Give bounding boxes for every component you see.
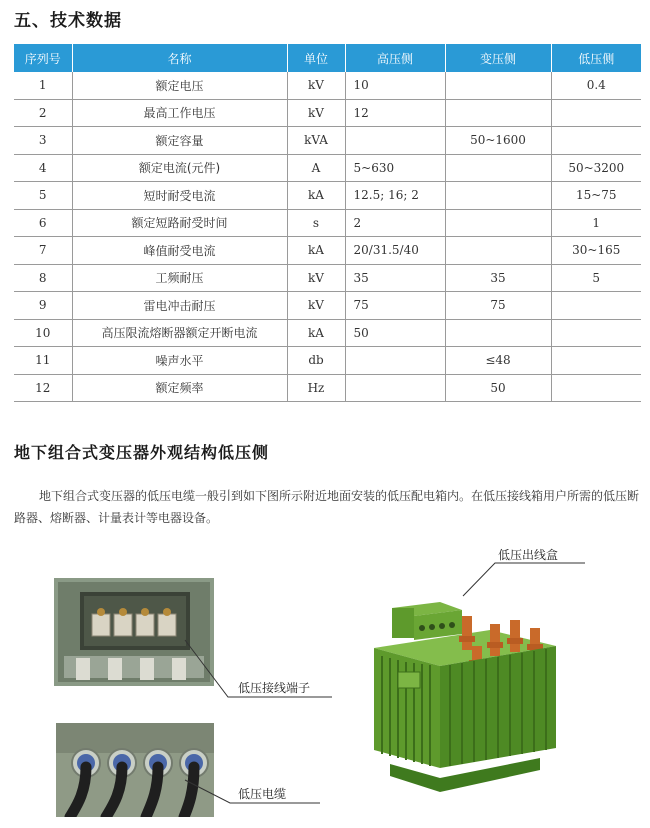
cell-low: 5 bbox=[551, 264, 641, 292]
cell-high: 12 bbox=[345, 99, 445, 127]
cell-name: 额定频率 bbox=[72, 374, 287, 402]
cell-mid: 50 bbox=[445, 374, 551, 402]
cell-name: 额定电流(元件) bbox=[72, 154, 287, 182]
cell-high: 20/31.5/40 bbox=[345, 237, 445, 265]
callout-outlet-box: 低压出线盒 bbox=[498, 548, 559, 562]
callout-terminal: 低压接线端子 bbox=[238, 681, 311, 695]
cell-unit: kVA bbox=[287, 127, 345, 155]
header-cell: 单位 bbox=[287, 44, 345, 72]
cell-low: 15~75 bbox=[551, 182, 641, 210]
cell-no: 8 bbox=[14, 264, 72, 292]
cell-no: 10 bbox=[14, 319, 72, 347]
cell-unit: kV bbox=[287, 99, 345, 127]
subtitle: 地下组合式变压器外观结构低压侧 bbox=[14, 443, 270, 462]
cell-high: 75 bbox=[345, 292, 445, 320]
header-cell: 序列号 bbox=[14, 44, 72, 72]
cell-unit: kA bbox=[287, 237, 345, 265]
cell-no: 7 bbox=[14, 237, 72, 265]
header-cell: 变压侧 bbox=[445, 44, 551, 72]
cell-name: 额定电压 bbox=[72, 72, 287, 99]
description-paragraph: 地下组合式变压器的低压电缆一般引到如下图所示附近地面安装的低压配电箱内。在低压接线箱用户所需的低压断路器、熔断器、计量表计等电器设备。 bbox=[14, 489, 640, 525]
section-title: 五、技术数据 bbox=[14, 11, 122, 31]
header-cell: 名称 bbox=[72, 44, 287, 72]
cell-name: 额定短路耐受时间 bbox=[72, 209, 287, 237]
cell-unit: A bbox=[287, 154, 345, 182]
cell-high: 5~630 bbox=[345, 154, 445, 182]
cell-no: 2 bbox=[14, 99, 72, 127]
cell-unit: s bbox=[287, 209, 345, 237]
cell-mid: ≤48 bbox=[445, 347, 551, 375]
cell-name: 峰值耐受电流 bbox=[72, 237, 287, 265]
box-leader-line bbox=[463, 563, 585, 596]
cell-no: 5 bbox=[14, 182, 72, 210]
cell-no: 3 bbox=[14, 127, 72, 155]
callout-cable: 低压电缆 bbox=[238, 787, 287, 801]
cell-mid: 50~1600 bbox=[445, 127, 551, 155]
cell-low: 0.4 bbox=[551, 72, 641, 99]
cell-mid: 35 bbox=[445, 264, 551, 292]
cell-unit: kV bbox=[287, 72, 345, 99]
header-cell: 高压侧 bbox=[345, 44, 445, 72]
cell-name: 最高工作电压 bbox=[72, 99, 287, 127]
cell-name: 雷电冲击耐压 bbox=[72, 292, 287, 320]
cell-high: 35 bbox=[345, 264, 445, 292]
cell-low: 1 bbox=[551, 209, 641, 237]
cell-no: 1 bbox=[14, 72, 72, 99]
cell-unit: kA bbox=[287, 182, 345, 210]
cell-name: 工频耐压 bbox=[72, 264, 287, 292]
cell-unit: db bbox=[287, 347, 345, 375]
cell-unit: kA bbox=[287, 319, 345, 347]
cell-name: 额定容量 bbox=[72, 127, 287, 155]
header-cell: 低压侧 bbox=[551, 44, 641, 72]
cell-low: 30~165 bbox=[551, 237, 641, 265]
cell-no: 12 bbox=[14, 374, 72, 402]
cell-mid: 75 bbox=[445, 292, 551, 320]
cell-high: 12.5; 16; 2 bbox=[345, 182, 445, 210]
cell-no: 6 bbox=[14, 209, 72, 237]
cell-unit: kV bbox=[287, 292, 345, 320]
cell-no: 11 bbox=[14, 347, 72, 375]
cell-unit: Hz bbox=[287, 374, 345, 402]
cell-unit: kV bbox=[287, 264, 345, 292]
cell-no: 4 bbox=[14, 154, 72, 182]
cell-name: 短时耐受电流 bbox=[72, 182, 287, 210]
cell-low: 50~3200 bbox=[551, 154, 641, 182]
cell-high: 2 bbox=[345, 209, 445, 237]
cell-high: 50 bbox=[345, 319, 445, 347]
cell-high: 10 bbox=[345, 72, 445, 99]
cell-name: 噪声水平 bbox=[72, 347, 287, 375]
cell-name: 高压限流熔断器额定开断电流 bbox=[72, 319, 287, 347]
cell-no: 9 bbox=[14, 292, 72, 320]
